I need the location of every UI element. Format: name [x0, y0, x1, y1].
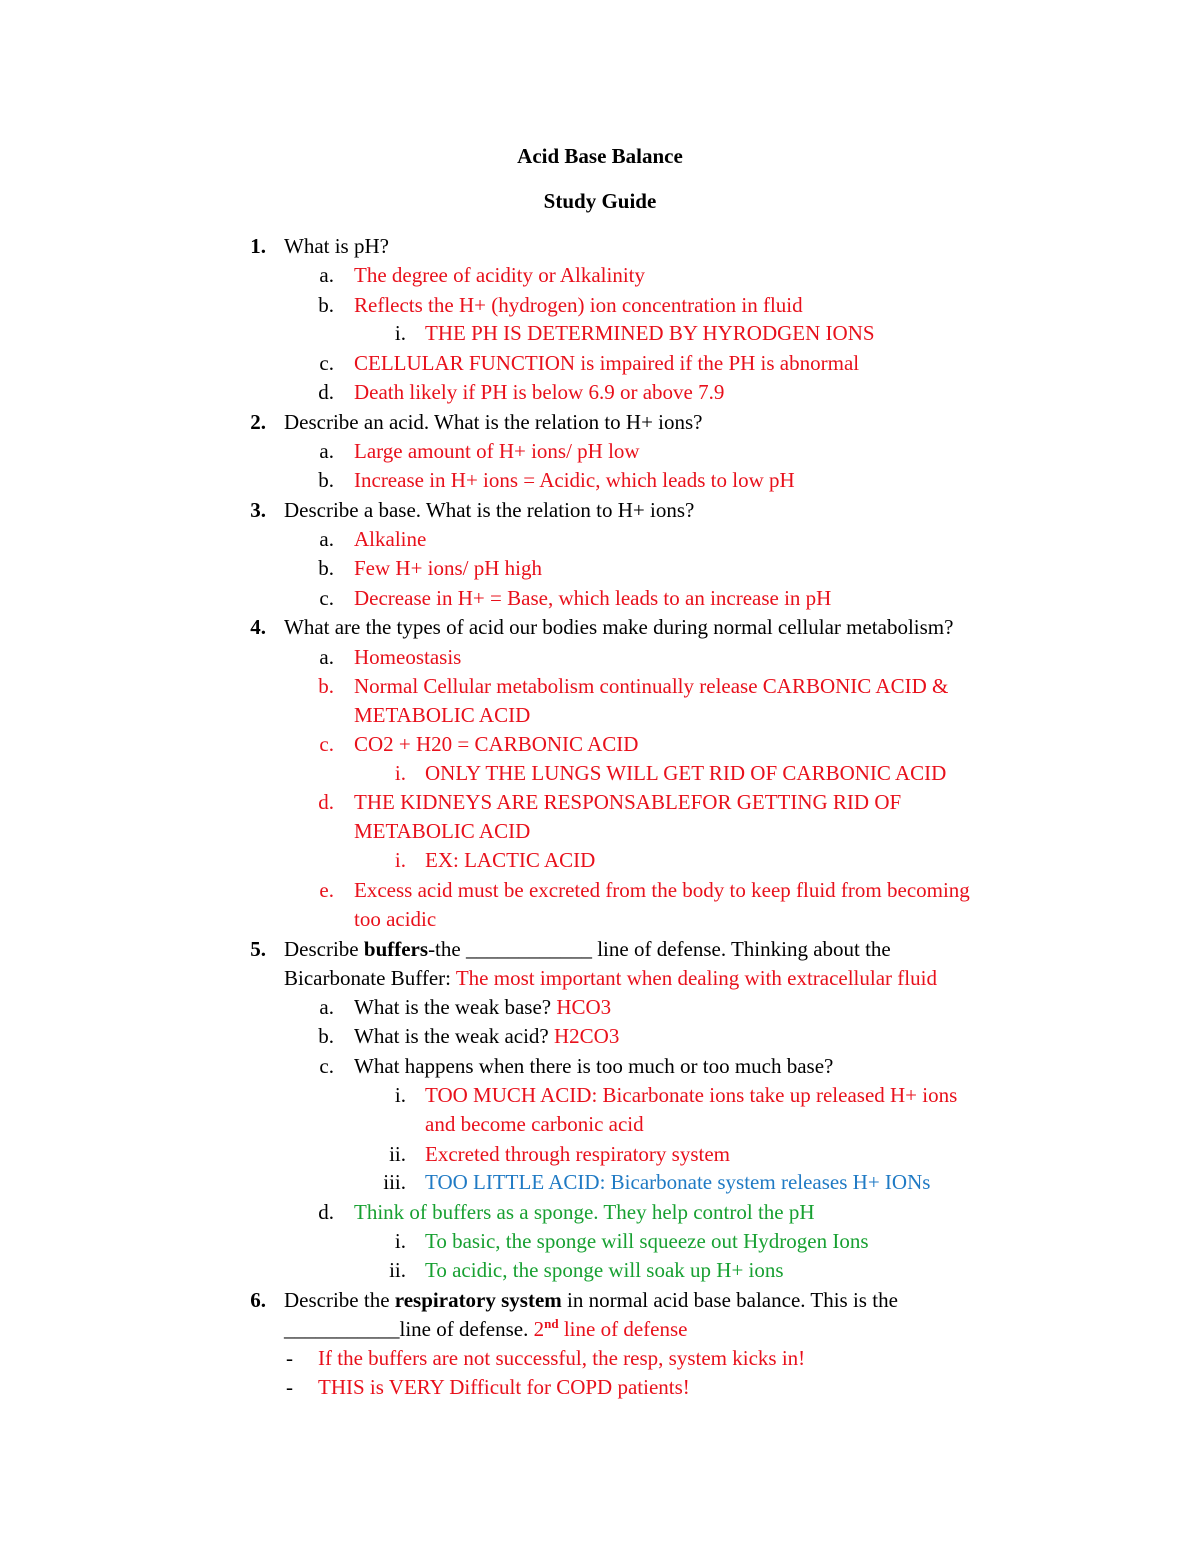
list-marker: b. — [318, 293, 334, 317]
question-text: What happens when there is too much or too much base? — [354, 1054, 834, 1078]
list-marker: a. — [319, 645, 334, 669]
question-text-line2 — [284, 1315, 687, 1344]
answer-text: CELLULAR FUNCTION is impaired if the PH is abnormal — [354, 351, 860, 375]
question-text-post: in normal acid base balance. This is the — [561, 1288, 898, 1312]
answer-text: Increase in H+ ions = Acidic, which leads to low pH — [354, 468, 795, 492]
answer-text: Normal Cellular metabolism continually release CARBONIC ACID & — [354, 674, 949, 698]
answer-text: H2CO3 — [554, 1024, 620, 1048]
list-marker: i. — [394, 848, 406, 872]
list-marker: ii. — [389, 1258, 406, 1282]
answer-text: HCO3 — [556, 995, 612, 1019]
answer-text: The degree of acidity or Alkalinity — [354, 263, 645, 287]
page-title: Acid Base Balance — [517, 144, 683, 168]
list-marker: c. — [319, 586, 334, 610]
list-marker: d. — [318, 790, 334, 814]
list-marker: a. — [319, 439, 334, 463]
answer-number: 2 — [533, 1317, 545, 1341]
question-text: What is the weak base? — [354, 995, 557, 1019]
question-number: 2. — [250, 410, 266, 434]
answer-text: TOO LITTLE ACID: Bicarbonate system releases H+ IONs — [425, 1170, 931, 1194]
answer-text: Think of buffers as a sponge. They help control the pH — [354, 1200, 815, 1224]
list-marker: c. — [319, 351, 334, 375]
answer-text: Homeostasis — [354, 645, 462, 669]
list-marker: iii. — [383, 1170, 406, 1194]
answer-text: EX: LACTIC ACID — [425, 848, 596, 872]
answer-text: TOO MUCH ACID: Bicarbonate ions take up released H+ ions — [425, 1083, 958, 1107]
answer-text: THE KIDNEYS ARE RESPONSABLEFOR GETTING RID OF — [354, 790, 902, 814]
question-text: What are the types of acid our bodies make during normal cellular metabolism? — [284, 615, 954, 639]
qa-line — [354, 1022, 619, 1051]
answer-text: To basic, the sponge will squeeze out Hydrogen Ions — [425, 1229, 869, 1253]
qa-line — [354, 993, 611, 1022]
answer-text: Death likely if PH is below 6.9 or above 7.9 — [354, 380, 725, 404]
list-marker: b. — [318, 1024, 334, 1048]
answer-text: METABOLIC ACID — [354, 703, 531, 727]
question-blank: ___________line of defense. — [284, 1317, 534, 1341]
answer-rest: line of defense — [558, 1317, 688, 1341]
answer-text: Few H+ ions/ pH high — [354, 556, 543, 580]
answer-text — [534, 1317, 688, 1341]
list-marker: i. — [394, 1229, 406, 1253]
list-marker: e. — [319, 878, 334, 902]
list-marker: d. — [318, 380, 334, 404]
answer-text: Excreted through respiratory system — [425, 1142, 730, 1166]
answer-text: THIS is VERY Difficult for COPD patients! — [318, 1375, 690, 1399]
question-text — [284, 1286, 898, 1315]
page-subtitle: Study Guide — [543, 189, 657, 213]
question-text-pre: Describe the — [284, 1288, 395, 1312]
list-marker: i. — [394, 761, 406, 785]
question-text-line2 — [284, 964, 937, 993]
question-number: 3. — [250, 498, 266, 522]
question-text: What is pH? — [284, 234, 389, 258]
question-keyword: buffers — [363, 937, 429, 961]
question-text: What is the weak acid? — [354, 1024, 554, 1048]
list-marker: c. — [319, 732, 334, 756]
answer-text: Large amount of H+ ions/ pH low — [354, 439, 640, 463]
answer-text: too acidic — [354, 907, 437, 931]
list-marker: a. — [319, 527, 334, 551]
list-marker: b. — [318, 556, 334, 580]
question-number: 4. — [250, 615, 266, 639]
question-keyword: respiratory system — [394, 1288, 562, 1312]
answer-text: If the buffers are not successful, the resp, system kicks in! — [318, 1346, 806, 1370]
list-marker: i. — [394, 1083, 406, 1107]
question-text: Describe a base. What is the relation to H+ ions? — [284, 498, 695, 522]
list-marker: a. — [319, 263, 334, 287]
answer-text: Excess acid must be excreted from the body to keep fluid from becoming — [354, 878, 970, 902]
question-text — [284, 935, 891, 964]
answer-text: Decrease in H+ = Base, which leads to an increase in pH — [354, 586, 832, 610]
list-marker: c. — [319, 1054, 334, 1078]
answer-ordinal-suffix: nd — [544, 1316, 559, 1331]
dash-marker: - — [286, 1346, 293, 1370]
question-number: 5. — [250, 937, 266, 961]
dash-marker: - — [286, 1375, 293, 1399]
list-marker: d. — [318, 1200, 334, 1224]
list-marker: a. — [319, 995, 334, 1019]
list-marker: b. — [318, 468, 334, 492]
answer-text: To acidic, the sponge will soak up H+ ions — [425, 1258, 784, 1282]
question-number: 6. — [250, 1288, 266, 1312]
list-marker: i. — [394, 321, 406, 345]
question-number: 1. — [250, 234, 266, 258]
answer-text: THE PH IS DETERMINED BY HYRODGEN IONS — [425, 321, 875, 345]
list-marker: b. — [318, 674, 334, 698]
answer-text: Reflects the H+ (hydrogen) ion concentration in fluid — [354, 293, 803, 317]
answer-text: CO2 + H20 = CARBONIC ACID — [354, 732, 639, 756]
question-text: Bicarbonate Buffer: — [284, 966, 456, 990]
answer-text: The most important when dealing with extracellular fluid — [455, 966, 937, 990]
answer-text: Alkaline — [354, 527, 427, 551]
answer-text: METABOLIC ACID — [354, 819, 531, 843]
question-text-pre: Describe — [284, 937, 364, 961]
list-marker: ii. — [389, 1142, 406, 1166]
answer-text: and become carbonic acid — [425, 1112, 644, 1136]
question-text: Describe an acid. What is the relation to H+ ions? — [284, 410, 703, 434]
question-text-post: -the ____________ line of defense. Thinking about the — [428, 937, 891, 961]
answer-text: ONLY THE LUNGS WILL GET RID OF CARBONIC ACID — [425, 761, 947, 785]
